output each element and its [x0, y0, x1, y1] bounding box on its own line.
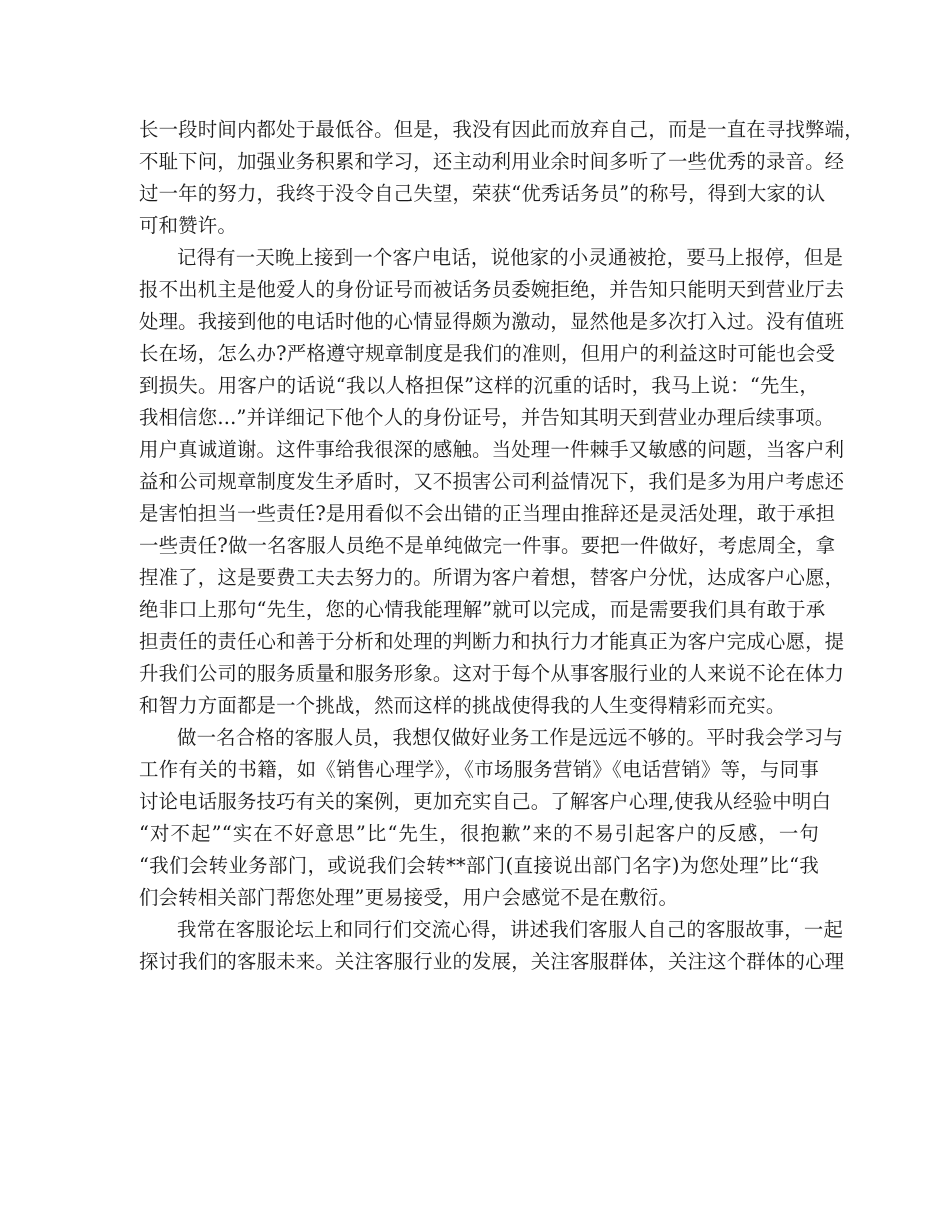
document-body	[139, 114, 864, 978]
text-line: 讨论电话服务技巧有关的案例，更加充实自己。了解客户心理,使我从经验中明白	[139, 790, 832, 813]
text-line: 探讨我们的客服未来。关注客服行业的发展，关注客服群体，关注这个群体的心理	[139, 950, 845, 973]
text-line: 处理。我接到他的电话时他的心情显得颇为激动，显然他是多次打入过。没有值班	[139, 310, 845, 333]
text-line: “我们会转业务部门，或说我们会转**部门(直接说出部门名字)为您处理”比“我	[139, 854, 819, 877]
text-line: 可和赞许。	[139, 214, 237, 237]
text-line: 长在场，怎么办?严格遵守规章制度是我们的准则，但用户的利益这时可能也会受	[139, 342, 836, 365]
text-line: 和智力方面都是一个挑战，然而这样的挑战使得我的人生变得精彩而充实。	[139, 694, 786, 717]
text-line: 益和公司规章制度发生矛盾时，又不损害公司利益情况下，我们是多为用户考虑还	[139, 470, 845, 493]
paragraph	[139, 914, 845, 978]
text-line: 报不出机主是他爱人的身份证号而被话务员委婉拒绝，并告知只能明天到营业厅去	[139, 278, 845, 301]
text-line: 工作有关的书籍，如《销售心理学》，《市场服务营销》《电话营销》等，与同事	[139, 758, 819, 781]
text-line: 我相信您...”并详细记下他个人的身份证号，并告知其明天到营业办理后续事项。	[139, 406, 835, 429]
paragraph	[139, 242, 845, 722]
text-line: 升我们公司的服务质量和服务形象。这对于每个从事客服行业的人来说不论在体力	[139, 662, 845, 685]
text-line: 我常在客服论坛上和同行们交流心得，讲述我们客服人自己的客服故事，一起	[177, 918, 844, 941]
text-line: 是害怕担当一些责任?是用看似不会出错的正当理由推辞还是灵活处理，敢于承担	[139, 502, 836, 525]
text-line: 用户真诚道谢。这件事给我很深的感触。当处理一件棘手又敏感的问题，当客户利	[139, 438, 845, 461]
text-line: 们会转相关部门帮您处理”更易接受，用户会感觉不是在敷衍。	[139, 886, 679, 909]
text-line: 担责任的责任心和善于分析和处理的判断力和执行力才能真正为客户完成心愿，提	[139, 630, 845, 653]
paragraph	[139, 114, 864, 242]
text-line: 长一段时间内都处于最低谷。但是，我没有因此而放弃自己，而是一直在寻找弊端，	[139, 118, 864, 141]
text-line: 不耻下问，加强业务积累和学习，还主动利用业余时间多听了一些优秀的录音。经	[139, 150, 845, 173]
text-line: 绝非口上那句“先生，您的心情我能理解”就可以完成，而是需要我们具有敢于承	[139, 598, 826, 621]
text-line: 到损失。用客户的话说“我以人格担保”这样的沉重的话时，我马上说：“先生，	[139, 374, 819, 397]
text-line: 捏准了，这是要费工夫去努力的。所谓为客户着想，替客户分忧，达成客户心愿，	[139, 566, 845, 589]
text-line: 过一年的努力，我终于没令自己失望，荣获“优秀话务员”的称号，得到大家的认	[139, 182, 826, 205]
text-line: “对不起”“实在不好意思”比“先生，很抱歉”来的不易引起客户的反感，一句	[139, 822, 819, 845]
text-line: 记得有一天晚上接到一个客户电话，说他家的小灵通被抢，要马上报停，但是	[177, 246, 844, 269]
text-line: 做一名合格的客服人员，我想仅做好业务工作是远远不够的。平时我会学习与	[177, 726, 844, 749]
text-line: 一些责任?做一名客服人员绝不是单纯做完一件事。要把一件做好，考虑周全，拿	[139, 534, 836, 557]
paragraph	[139, 722, 844, 914]
